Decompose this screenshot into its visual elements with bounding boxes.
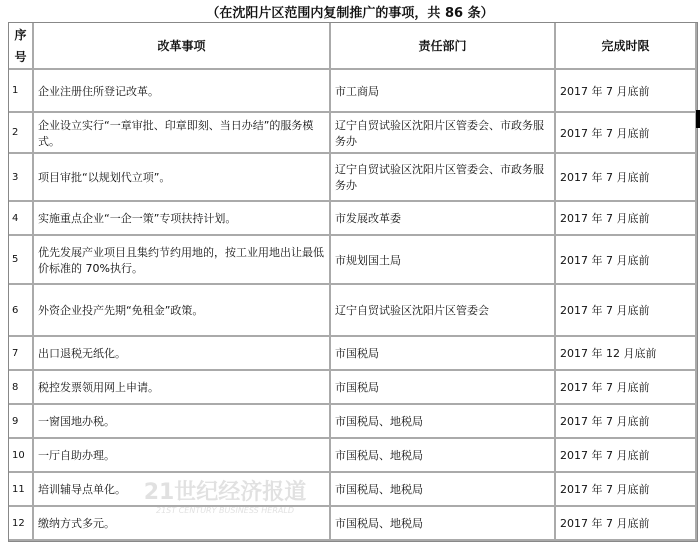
row-dept: 市发展改革委: [331, 202, 556, 236]
row-item: 项目审批“以规划代立项”。: [34, 154, 331, 202]
row-dept: 市国税局: [331, 371, 556, 405]
row-num: 9: [9, 405, 34, 439]
row-num: 10: [9, 439, 34, 473]
row-num: 12: [9, 507, 34, 541]
row-dept: 辽宁自贸试验区沈阳片区管委会: [331, 285, 556, 337]
row-item: 优先发展产业项目且集约节约用地的，按工业用地出让最低价标准的 70%执行。: [34, 236, 331, 285]
table-header-row: [9, 23, 697, 70]
row-dept: 市国税局、地税局: [331, 405, 556, 439]
table-row: [9, 507, 697, 541]
row-dept: 辽宁自贸试验区沈阳片区管委会、市政务服务办: [331, 113, 556, 154]
row-deadline: 2017 年 7 月底前: [556, 285, 697, 337]
row-item: 企业注册住所登记改革。: [34, 70, 331, 113]
row-dept: 市规划国土局: [331, 236, 556, 285]
row-dept: 市国税局、地税局: [331, 439, 556, 473]
row-item: 外资企业投产先期“免租金”政策。: [34, 285, 331, 337]
row-dept: 市国税局、地税局: [331, 507, 556, 541]
row-item: 实施重点企业“一企一策”专项扶持计划。: [34, 202, 331, 236]
row-dept: 辽宁自贸试验区沈阳片区管委会、市政务服务办: [331, 154, 556, 202]
table-row: [9, 473, 697, 507]
row-item: 一窗国地办税。: [34, 405, 331, 439]
row-item: 缴纳方式多元。: [34, 507, 331, 541]
row-deadline: 2017 年 7 月底前: [556, 236, 697, 285]
table-caption: （在沈阳片区范围内复制推广的事项，共 86 条）: [206, 6, 494, 21]
row-deadline: 2017 年 7 月底前: [556, 70, 697, 113]
row-deadline: 2017 年 7 月底前: [556, 473, 697, 507]
row-item: 出口退税无纸化。: [34, 337, 331, 371]
header-item: 改革事项: [34, 23, 331, 70]
table-row: [9, 337, 697, 371]
row-deadline: 2017 年 7 月底前: [556, 371, 697, 405]
row-num: 6: [9, 285, 34, 337]
row-num: 1: [9, 70, 34, 113]
table-row: [9, 439, 697, 473]
table-row: [9, 405, 697, 439]
table-row: [9, 371, 697, 405]
row-item: 一厅自助办理。: [34, 439, 331, 473]
table-row: [9, 202, 697, 236]
header-deadline: 完成时限: [556, 23, 697, 70]
row-deadline: 2017 年 7 月底前: [556, 507, 697, 541]
row-item: 培训辅导点单化。: [34, 473, 331, 507]
row-deadline: 2017 年 7 月底前: [556, 113, 697, 154]
row-num: 8: [9, 371, 34, 405]
row-deadline: 2017 年 12 月底前: [556, 337, 697, 371]
reform-items-table: [8, 22, 698, 542]
row-deadline: 2017 年 7 月底前: [556, 439, 697, 473]
table-row: [9, 154, 697, 202]
row-num: 11: [9, 473, 34, 507]
row-num: 2: [9, 113, 34, 154]
watermark-en: 21ST CENTURY BUSINESS HERALD: [156, 506, 294, 515]
watermark-cn: 21世纪经济报道: [143, 480, 307, 505]
row-item: 企业设立实行“一章审批、印章即刻、当日办结”的服务模式。: [34, 113, 331, 154]
row-deadline: 2017 年 7 月底前: [556, 202, 697, 236]
table-row: [9, 113, 697, 154]
row-deadline: 2017 年 7 月底前: [556, 405, 697, 439]
row-item: 税控发票领用网上申请。: [34, 371, 331, 405]
cursor-marker: [696, 110, 700, 128]
row-num: 3: [9, 154, 34, 202]
row-num: 5: [9, 236, 34, 285]
row-num: 7: [9, 337, 34, 371]
header-num: 序号: [9, 23, 34, 70]
table-row: [9, 236, 697, 285]
row-dept: 市国税局: [331, 337, 556, 371]
table-row: [9, 70, 697, 113]
row-num: 4: [9, 202, 34, 236]
row-dept: 市工商局: [331, 70, 556, 113]
row-dept: 市国税局、地税局: [331, 473, 556, 507]
header-dept: 责任部门: [331, 23, 556, 70]
table-row: [9, 285, 697, 337]
row-deadline: 2017 年 7 月底前: [556, 154, 697, 202]
